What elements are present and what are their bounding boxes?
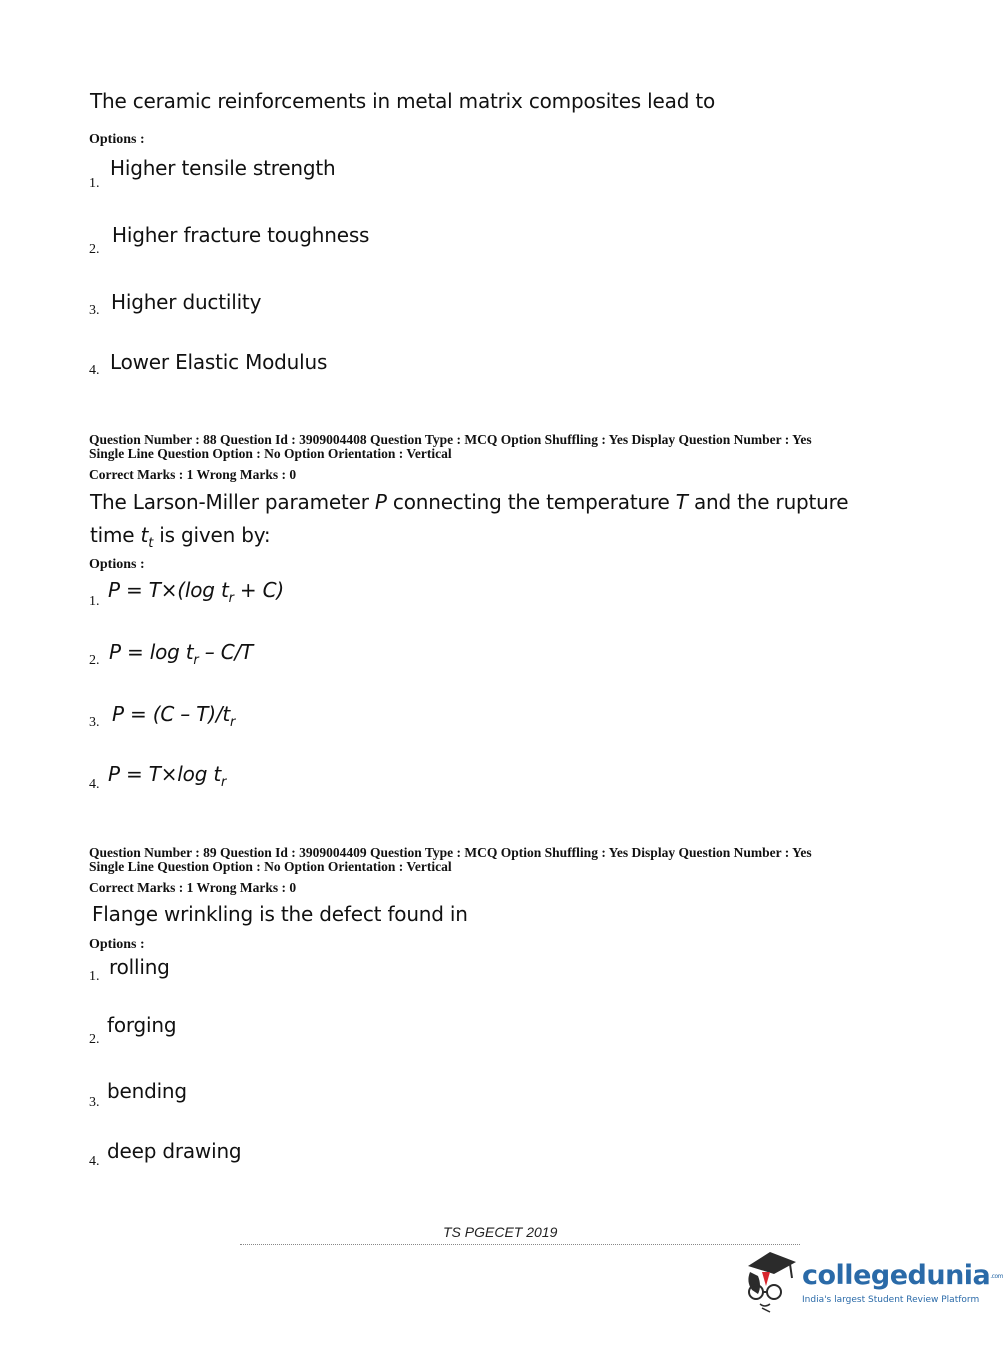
q88-option-4-number: 4. xyxy=(89,777,100,792)
q88-question-line-1 xyxy=(90,490,848,514)
q88-symbol-t: t xyxy=(140,523,149,547)
q88-option-4-formula[interactable] xyxy=(108,762,226,790)
q88-option-2-number: 2. xyxy=(89,653,100,668)
formula-part: P = T×(log t xyxy=(108,578,229,602)
logo-wordmark xyxy=(802,1260,1003,1291)
q87-option-1-text[interactable]: Higher tensile strength xyxy=(110,156,336,180)
q87-option-3-text[interactable]: Higher ductility xyxy=(111,290,262,314)
q89-option-3-number: 3. xyxy=(89,1095,100,1110)
q88-question-line-2 xyxy=(90,523,270,551)
q88-option-2-formula[interactable] xyxy=(109,640,253,668)
q88-option-1-number: 1. xyxy=(89,594,100,609)
formula-part: P = T×log t xyxy=(108,762,221,786)
q88-text-part: The Larson-Miller parameter xyxy=(90,490,375,514)
q89-option-3-text[interactable]: bending xyxy=(107,1079,187,1103)
q88-option-3-formula[interactable] xyxy=(112,702,235,730)
logo-tagline: India's largest Student Review Platform xyxy=(802,1295,980,1305)
q87-option-2-text[interactable]: Higher fracture toughness xyxy=(112,223,370,247)
q88-symbol-p: P xyxy=(374,490,387,514)
q88-option-1-formula[interactable] xyxy=(108,578,284,606)
q88-meta-line-2: Single Line Question Option : No Option Orientation : Vertical xyxy=(89,446,452,461)
formula-subscript: r xyxy=(193,653,199,668)
logo-suffix: .com xyxy=(990,1273,1003,1280)
q88-options-label: Options : xyxy=(89,557,145,572)
q87-option-3-number: 3. xyxy=(89,303,100,318)
q88-option-3-number: 3. xyxy=(89,715,100,730)
q89-options-label: Options : xyxy=(89,937,145,952)
q88-text-part: is given by: xyxy=(153,523,271,547)
q88-text-part: and the rupture xyxy=(687,490,849,514)
q87-option-1-number: 1. xyxy=(89,176,100,191)
logo-name: collegedunia xyxy=(802,1260,991,1291)
footer-divider xyxy=(240,1244,800,1245)
q87-option-4-text[interactable]: Lower Elastic Modulus xyxy=(110,350,328,374)
q89-option-4-text[interactable]: deep drawing xyxy=(107,1139,242,1163)
q89-option-1-text[interactable]: rolling xyxy=(109,955,170,979)
q89-option-1-number: 1. xyxy=(89,969,100,984)
q88-text-part: connecting the temperature xyxy=(386,490,676,514)
q89-marks: Correct Marks : 1 Wrong Marks : 0 xyxy=(89,880,297,895)
q89-meta-line-1: Question Number : 89 Question Id : 3909004409 Question Type : MCQ Option Shuffling : Yes Display Question Number : Yes xyxy=(89,845,812,860)
q88-meta-line-1: Question Number : 88 Question Id : 3909004408 Question Type : MCQ Option Shuffling : Yes Display Question Number : Yes xyxy=(89,432,812,447)
formula-part: P = (C – T)/t xyxy=(112,702,231,726)
q89-meta-line-2: Single Line Question Option : No Option Orientation : Vertical xyxy=(89,859,452,874)
q88-subscript-t: t xyxy=(148,536,154,551)
mascot-icon xyxy=(740,1246,800,1312)
q89-option-4-number: 4. xyxy=(89,1154,100,1169)
formula-subscript: r xyxy=(230,715,236,730)
q89-option-2-number: 2. xyxy=(89,1032,100,1047)
formula-subscript: r xyxy=(221,775,227,790)
collegedunia-logo[interactable] xyxy=(740,1246,1003,1316)
formula-part: + C) xyxy=(233,578,285,602)
footer-exam-title: TS PGECET 2019 xyxy=(443,1224,558,1240)
q88-marks: Correct Marks : 1 Wrong Marks : 0 xyxy=(89,467,297,482)
q88-text-part: time xyxy=(90,523,141,547)
q87-question-text: The ceramic reinforcements in metal matrix composites lead to xyxy=(90,89,716,113)
q88-symbol-t: T xyxy=(675,490,688,514)
q87-option-4-number: 4. xyxy=(89,363,100,378)
q89-question-text: Flange wrinkling is the defect found in xyxy=(92,902,468,926)
q87-option-2-number: 2. xyxy=(89,242,100,257)
q87-options-label: Options : xyxy=(89,132,145,147)
formula-subscript: r xyxy=(228,591,234,606)
q89-option-2-text[interactable]: forging xyxy=(107,1013,177,1037)
formula-part: – C/T xyxy=(198,640,254,664)
formula-part: P = log t xyxy=(109,640,194,664)
